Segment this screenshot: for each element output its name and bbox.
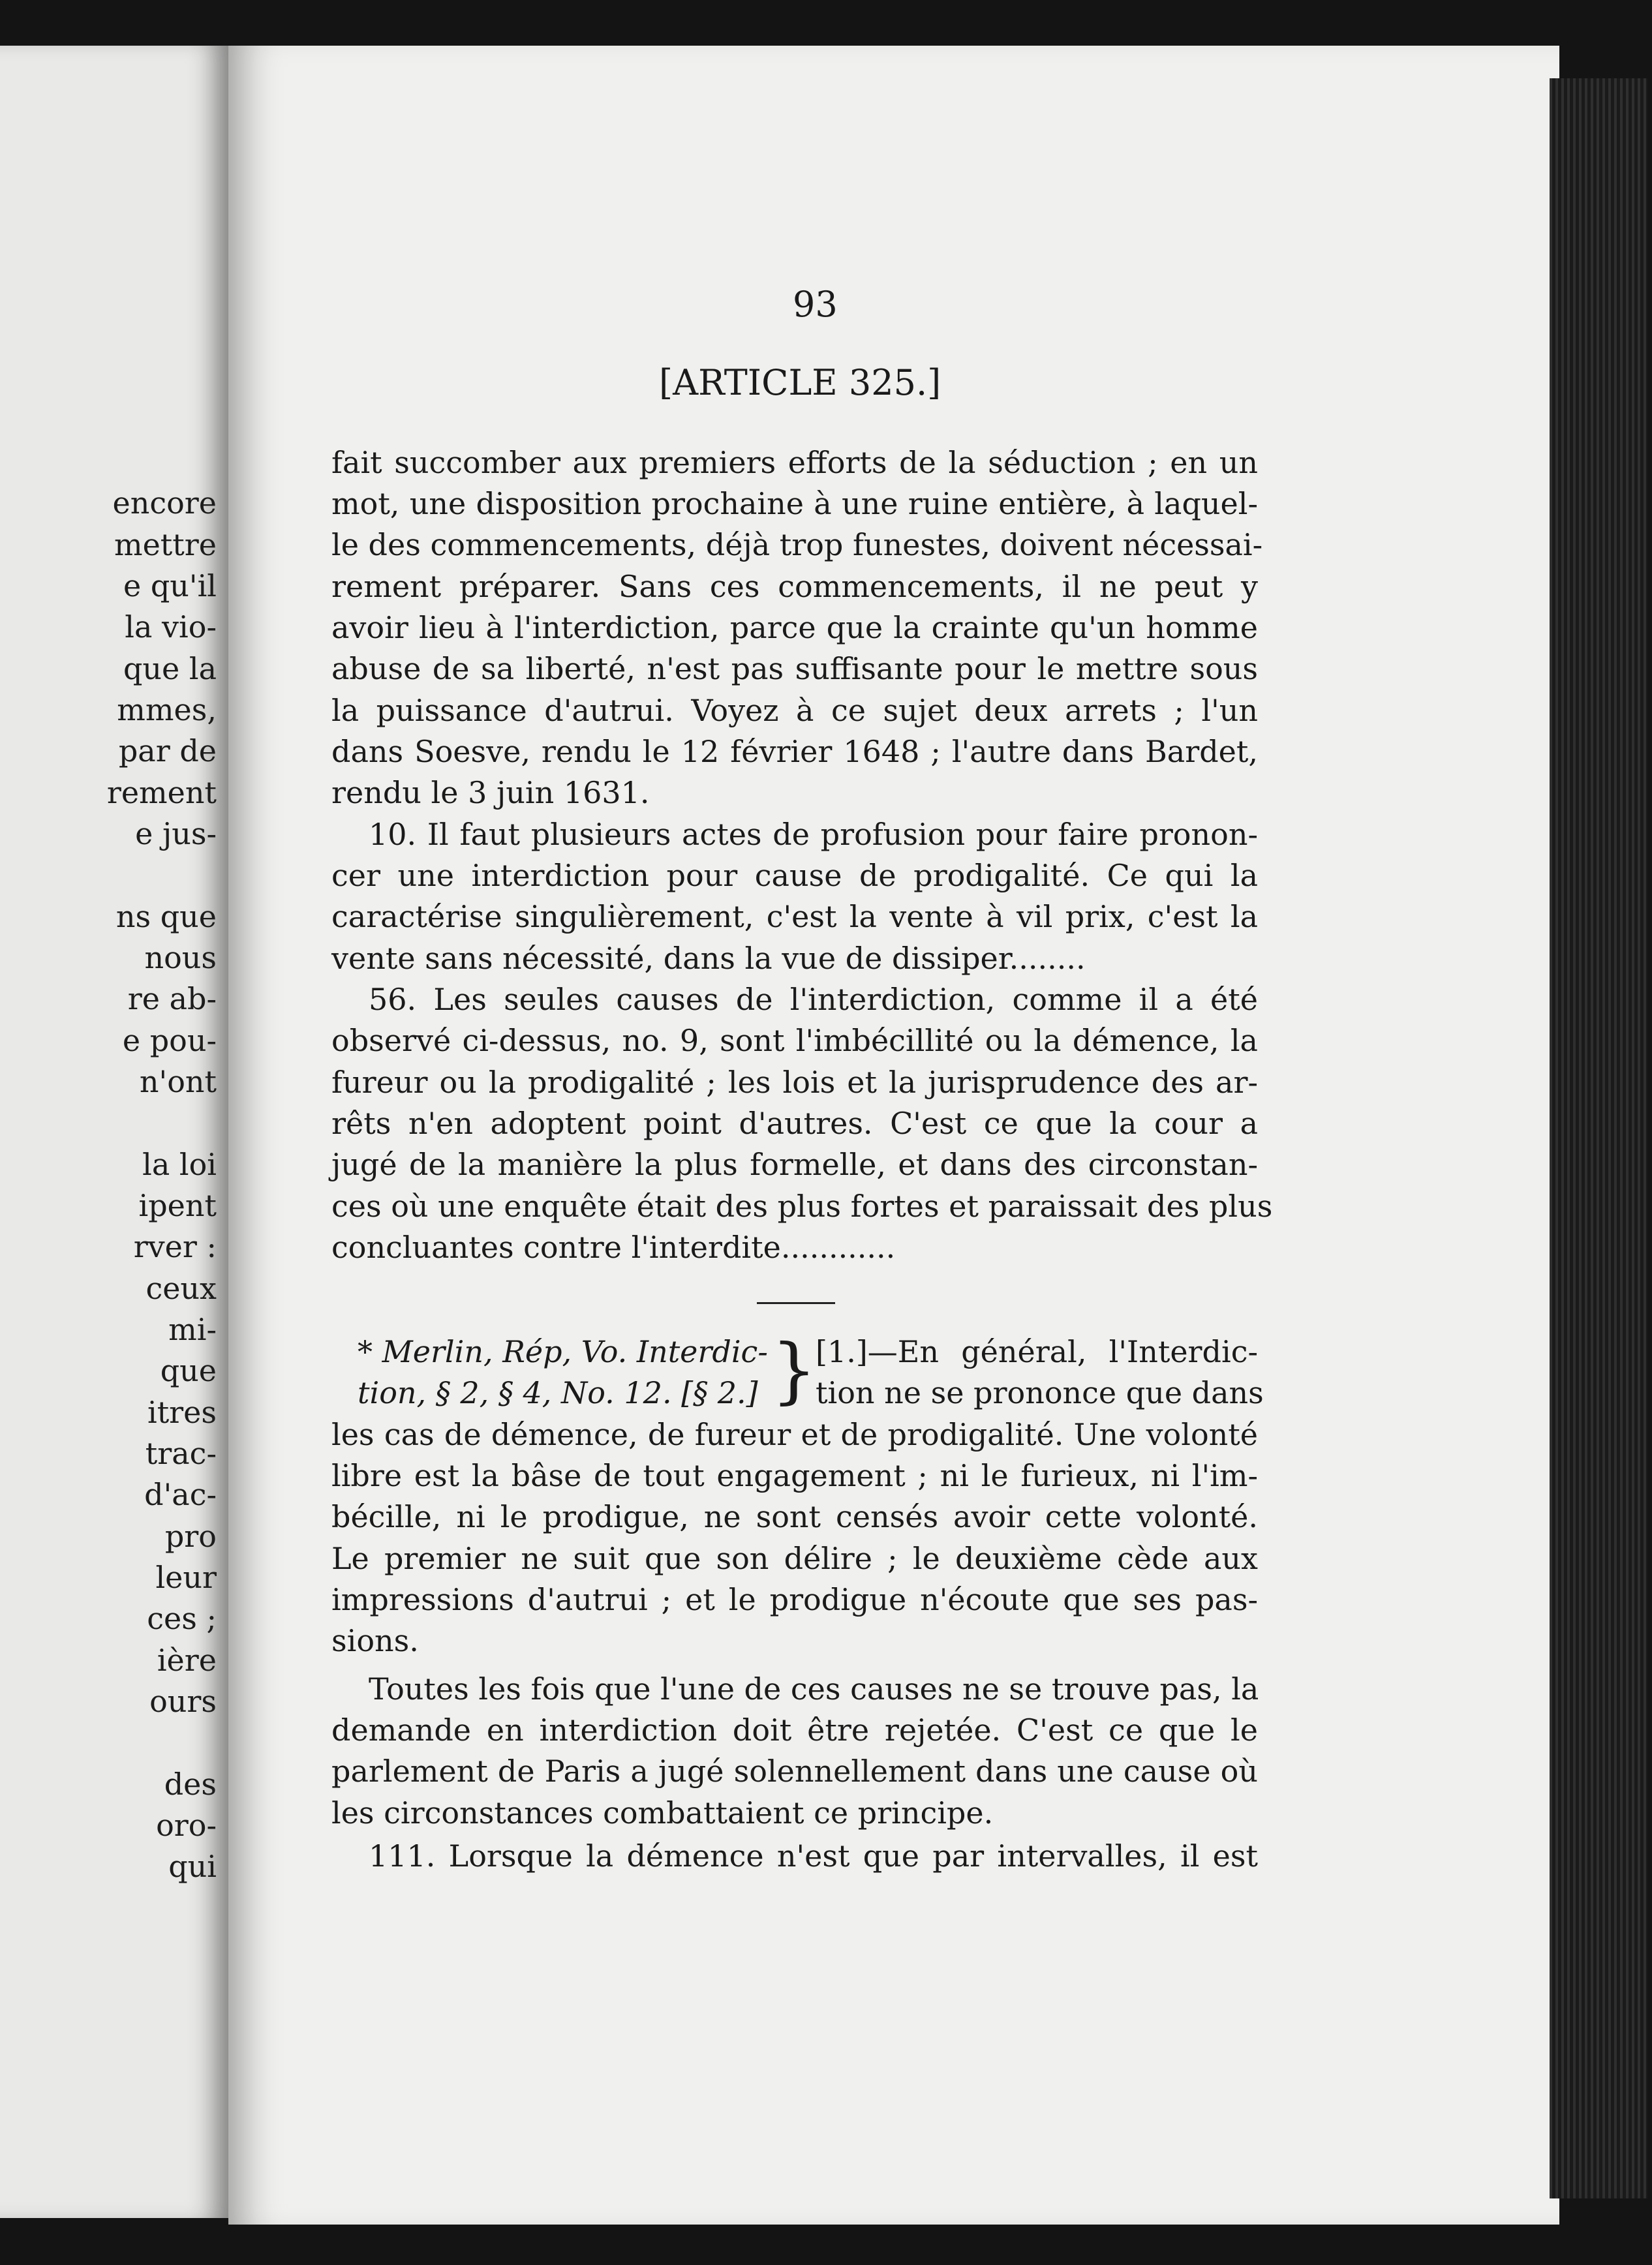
left-page-line: la loi bbox=[142, 1147, 217, 1182]
text-line: caractérise singulièrement, c'est la vente à vil prix, c'est la bbox=[331, 899, 1258, 934]
left-page-line: trac- bbox=[145, 1436, 217, 1471]
text-line: 111. Lorsque la démence n'est que par intervalles, il est bbox=[369, 1838, 1258, 1874]
text-line: cer une interdiction pour cause de prodigalité. Ce qui la bbox=[331, 858, 1258, 893]
text-line: la puissance d'autrui. Voyez à ce sujet deux arrets ; l'un bbox=[331, 693, 1258, 728]
text-line: bécille, ni le prodigue, ne sont censés avoir cette volonté. bbox=[331, 1499, 1258, 1534]
left-page-line: des bbox=[164, 1767, 217, 1802]
left-page-line: mmes, bbox=[117, 692, 217, 727]
left-page-line: ceux bbox=[145, 1271, 217, 1306]
left-page-line: rement bbox=[106, 775, 217, 810]
left-page-line: ière bbox=[157, 1643, 217, 1678]
section-divider bbox=[757, 1302, 835, 1304]
left-page-line: oro- bbox=[156, 1808, 217, 1843]
left-page-line: e jus- bbox=[135, 816, 217, 851]
note-text-line: tion ne se prononce que dans bbox=[816, 1375, 1264, 1410]
text-line: 56. Les seules causes de l'interdiction, comme il a été bbox=[369, 982, 1258, 1017]
text-line: fait succomber aux premiers efforts de la séduction ; en un bbox=[331, 445, 1258, 480]
text-line: Le premier ne suit que son délire ; le deuxième cède aux bbox=[331, 1541, 1258, 1576]
left-page-line: leur bbox=[155, 1560, 217, 1595]
left-page-line: ces ; bbox=[147, 1601, 217, 1636]
text-line: parlement de Paris a jugé solennellement dans une cause où bbox=[331, 1754, 1258, 1789]
text-line: les circonstances combattaient ce principe. bbox=[331, 1795, 994, 1831]
left-page-line: nous bbox=[144, 940, 217, 975]
left-page-line: ours bbox=[149, 1684, 217, 1719]
left-page-line: ns que bbox=[115, 899, 217, 934]
text-line: avoir lieu à l'interdiction, parce que la crainte qu'un homme bbox=[331, 610, 1258, 645]
text-line: ces où une enquête était des plus fortes et paraissait des plus bbox=[331, 1189, 1273, 1224]
text-line: libre est la bâse de tout engagement ; ni le furieux, ni l'im- bbox=[331, 1458, 1258, 1493]
left-page-line: n'ont bbox=[139, 1064, 217, 1099]
text-line: concluantes contre l'interdite............ bbox=[331, 1230, 896, 1265]
left-page-line: itres bbox=[147, 1395, 217, 1430]
left-page-line: mi- bbox=[168, 1312, 217, 1347]
left-page-line: que la bbox=[123, 651, 217, 686]
citation-line: * Merlin, Rép, Vo. Interdic- bbox=[358, 1334, 768, 1369]
left-page-line: e qu'il bbox=[123, 568, 217, 603]
text-line: sions. bbox=[331, 1623, 419, 1658]
left-page-line: mettre bbox=[114, 527, 217, 562]
left-facing-page bbox=[0, 46, 228, 2218]
left-page-line: rver : bbox=[133, 1229, 217, 1264]
text-line: rêts n'en adoptent point d'autres. C'est ce que la cour a bbox=[331, 1106, 1258, 1141]
text-line: dans Soesve, rendu le 12 février 1648 ; l'autre dans Bardet, bbox=[331, 734, 1258, 769]
left-page-line: re ab- bbox=[127, 981, 217, 1016]
text-line: jugé de la manière la plus formelle, et dans des circonstan- bbox=[331, 1147, 1258, 1182]
text-line: abuse de sa liberté, n'est pas suffisante pour le mettre sous bbox=[331, 651, 1258, 686]
text-line: mot, une disposition prochaine à une ruine entière, à laquel- bbox=[331, 486, 1258, 521]
text-line: fureur ou la prodigalité ; les lois et la jurisprudence des ar- bbox=[331, 1065, 1258, 1100]
text-line: impressions d'autrui ; et le prodigue n'écoute que ses pas- bbox=[331, 1582, 1258, 1617]
text-line: vente sans nécessité, dans la vue de dissiper........ bbox=[331, 941, 1086, 976]
left-page-line: encore bbox=[112, 485, 217, 521]
text-line: 10. Il faut plusieurs actes de profusion pour faire pronon- bbox=[369, 817, 1258, 852]
page-number: 93 bbox=[793, 284, 838, 325]
left-page-line: qui bbox=[168, 1849, 217, 1884]
left-page-line: par de bbox=[118, 733, 217, 768]
page-edge-stack bbox=[1550, 78, 1647, 2198]
left-page-line: d'ac- bbox=[144, 1477, 217, 1512]
left-page-line: pro bbox=[164, 1519, 217, 1554]
text-line: Toutes les fois que l'une de ces causes ne se trouve pas, la bbox=[369, 1671, 1259, 1707]
text-line: le des commencements, déjà trop funestes, doivent nécessai- bbox=[331, 527, 1263, 562]
text-line: rement préparer. Sans ces commencements, il ne peut y bbox=[331, 569, 1258, 604]
text-line: demande en interdiction doit être rejetée. C'est ce que le bbox=[331, 1712, 1258, 1748]
left-page-line: ipent bbox=[138, 1188, 217, 1223]
note-text-line: [1.]—En général, l'Interdic- bbox=[816, 1334, 1258, 1369]
left-page-line: que bbox=[160, 1353, 217, 1388]
text-line: observé ci-dessus, no. 9, sont l'imbécillité ou la démence, la bbox=[331, 1023, 1258, 1058]
left-page-line: e pou- bbox=[122, 1023, 217, 1058]
citation-line: tion, § 2, § 4, No. 12. [§ 2.] bbox=[358, 1375, 758, 1410]
text-line: les cas de démence, de fureur et de prodigalité. Une volonté bbox=[331, 1417, 1258, 1452]
article-header: [ARTICLE 325.] bbox=[659, 362, 941, 403]
left-page-line: la vio- bbox=[125, 609, 217, 645]
text-line: rendu le 3 juin 1631. bbox=[331, 775, 650, 810]
brace-glyph: } bbox=[771, 1328, 817, 1412]
